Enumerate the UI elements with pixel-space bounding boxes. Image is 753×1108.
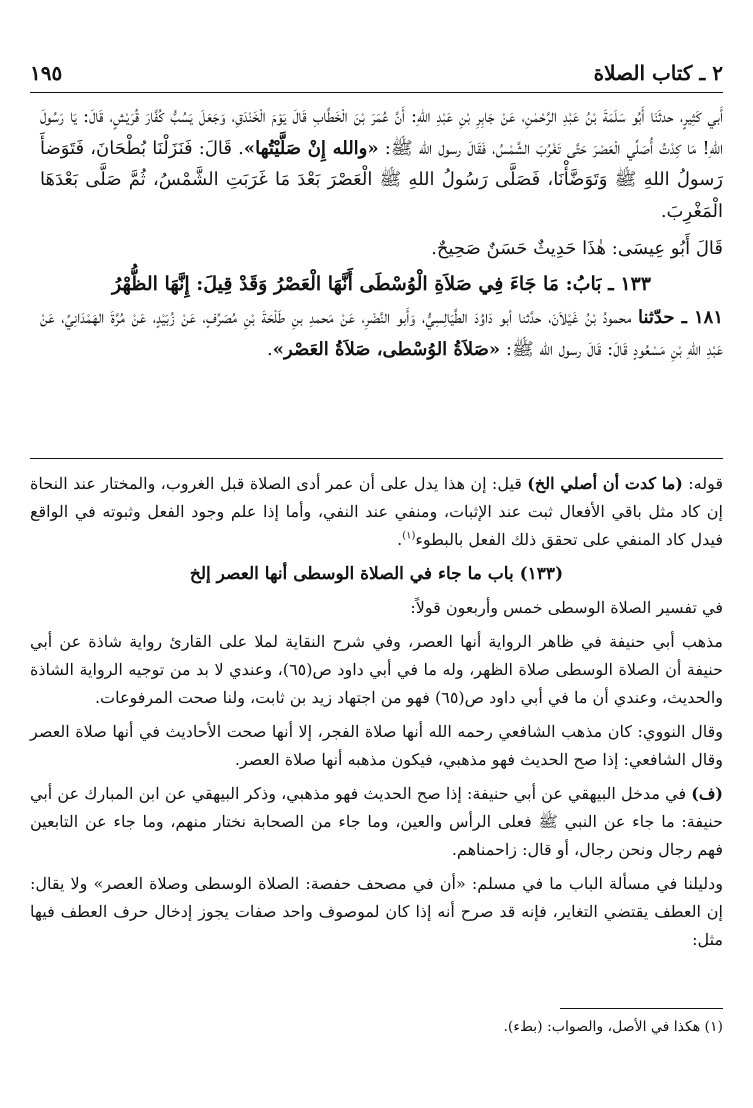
section-divider bbox=[30, 458, 723, 459]
section-title: (١٣٣) باب ما جاء في الصلاة الوسطى أنها العصر إلخ bbox=[189, 564, 564, 584]
chapter-title: ٢ ـ كتاب الصلاة bbox=[593, 61, 723, 85]
chapter-heading: ١٣٣ ـ بَابُ: مَا جَاءَ فِي صَلاَةِ الْوُسْطَى أَنَّهَا الْعَصْرُ وَقَدْ قِيلَ: إِنَّهَا الظُّهْرُ bbox=[112, 272, 651, 295]
page-number: ١٩٥ bbox=[30, 61, 63, 85]
footnote-ref: (١) bbox=[402, 530, 416, 542]
hadith-text-block bbox=[40, 101, 723, 365]
commentary-paragraph: ودليلنا في مسألة الباب ما في مسلم: «أن في مصحف حفصة: الصلاة الوسطى وصلاة العصر» ولا يقال: إن العطف يقتضي التغاير، فإنه قد صرح أنه إذا كان لموصوف واحد صفات يجوز إدخال حرف العطف فيها مثل: bbox=[30, 874, 723, 949]
prophet-quote: «والله إِنْ صَلَّيْتُها» bbox=[243, 137, 379, 159]
page-header bbox=[30, 58, 723, 88]
commentary-paragraph: (ف) في مدخل البيهقي عن أبي حنيفة: إذا صح الحديث فهو مذهبي، وذكر البيهقي عن ابن المبارك عن أبي حنيفة: ما جاء عن النبي ﷺ فعلى الرأس والعين، وما جاء من الصحابة نختار منهم، وما جاء عن التابعين فهم رجال ونحن رجال، أو قال: زاحمناهم. bbox=[30, 784, 723, 859]
footnote-rule bbox=[560, 1008, 723, 1009]
commentary-paragraph: مذهب أبي حنيفة في ظاهر الرواية أنها العصر، وفي شرح النقاية لملا على القارئ رواية شاذة عن أبي حنيفة أن الصلاة الوسطى صلاة الظهر، وله ما في أبي داود ص(٦٥)، وعندي لا بد من توجيه الرواية الشاذة والحديث، وعندي أن ما في أبي داود ص(٦٥) فهو من اجتهاد زيد بن ثابت، ولنا صحت المرفوعات. bbox=[30, 632, 723, 707]
commentary-paragraph: وقال النووي: كان مذهب الشافعي رحمه الله أنها صلاة الفجر، إلا أنها صحت الأحاديث في أنها صلاة العصر وقال الشافعي: إذا صح الحديث فهو مذهبي، فيكون مذهبه أنها صلاة العصر. bbox=[30, 722, 723, 769]
footnote: (١) هكذا في الأصل، والصواب: (بطء). bbox=[503, 1019, 723, 1035]
commentary-paragraph: في تفسير الصلاة الوسطى خمس وأربعون قولاً: bbox=[410, 598, 723, 617]
hadith-number: ١٨١ ـ حدّثنا bbox=[637, 307, 724, 328]
commentary-block bbox=[30, 470, 723, 960]
header-rule bbox=[30, 92, 723, 93]
commentary-paragraph: قوله: (ما كدت أن أصلي الخ) قيل: إن هذا يدل على أن عمر أدى الصلاة قبل الغروب، والمختار عند النحاة إن كاد مثل باقي الأفعال ثبت عند الإثبات، ومنفي عند النفي، وأما إذا علم وجود الفعل وثبوته في الواقع فيدل كاد المنفي على تحقق ذلك الفعل بالبطوء$^{(١)}$. bbox=[30, 474, 724, 549]
prophet-quote: «صَلاَةُ الوُسْطى، صَلاَةُ العَصْر» bbox=[272, 338, 501, 360]
hadith-181: ١٨١ ـ حدّثنا محمودُ بْنُ غَيْلاَنَ، حدَّثنا أبو دَاوُدَ الطَّيَالِسِيُّ، وَأَبو النَّضْرِ، عَنْ مَحمدِ بنِ طَلْحَةَ بْنِ مُصَرِّفٍ، عَنْ زُبَيْدٍ، عَنْ مُرَّةَ الهَمْدَانِيِّ، عَنْ عَبْدِ اللهِ بْنِ مَسْعُودٍ قَالَ: قَالَ رسول الله ﷺ: «صَلاَةُ الوُسْطى، صَلاَةُ العَصْر». bbox=[40, 307, 724, 360]
hadith-paragraph: أَبي كَثِيرٍ، حدثَنَا أَبُو سَلَمَةَ بْنُ عَبْدِ الرَّحْمٰنِ، عَنْ جَابِرِ بْنِ عَبْدِ اللهِ: أَنَّ عُمَرَ بْنَ الْخَطَّابِ قَالَ يَوْمَ الْخَنْدَقِ، وَجَعَلَ يَسُبُّ كُفَّارَ قُرَيْشٍ، قَالَ: يَا رَسُولَ اللهِ! مَا كِدْتُ أُصَلِّي الْعَصْرَ حَتَّى تَغْرُبَ الشَّمْسُ، فَقَالَ رسول الله ﷺ: «والله إِنْ صَلَّيْتُها». قَالَ: فَنَزَلْنَا بُطْحَانَ، فَتَوَضأَ رَسولُ اللهِ ﷺ وَتَوَضَّأْنَا، فَصَلَّى رَسُولُ اللهِ ﷺ الْعَصْرَ بَعْدَ مَا غَرَبَتِ الشَّمْسُ، ثُمَّ صَلَّى بَعْدَهَا الْمَغْرِبَ. bbox=[40, 106, 724, 222]
hadith-grading: قَالَ أَبُو عِيسَى: هٰذَا حَدِيثٌ حَسَنٌ صَحِيحٌ. bbox=[431, 238, 723, 259]
